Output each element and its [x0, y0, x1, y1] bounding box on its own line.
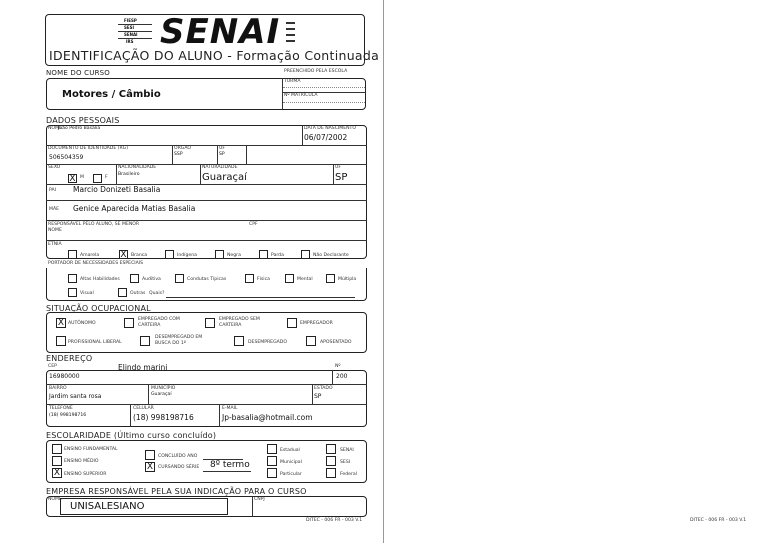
- cep-label: CEP: [48, 364, 57, 369]
- occ-profissional-liberal-checkbox[interactable]: [56, 336, 66, 346]
- form-code: DITEC - 006 FR - 003 V.1: [306, 518, 363, 523]
- course-divider: [282, 78, 283, 110]
- occ-aposentado-label: APOSENTADO: [320, 340, 352, 345]
- occ-desempregado-busca-label: DESEMPREGADO EM BUSCA DO 1º: [155, 335, 203, 346]
- senai-logo: SENAI: [160, 12, 281, 52]
- particular-label: Particular: [280, 472, 302, 477]
- nec-quais-field[interactable]: [166, 297, 355, 298]
- federal-label: Federal: [340, 472, 357, 477]
- orgao-value[interactable]: SSP: [174, 152, 183, 157]
- naturalidade-value[interactable]: Guaraçaí: [202, 172, 247, 183]
- naturalidade-label: NATURALIDADE: [202, 165, 238, 170]
- matricula-field[interactable]: [283, 102, 365, 104]
- pai-label: PAI: [49, 188, 56, 193]
- estado-divider: [312, 384, 313, 404]
- logo-rule: [118, 38, 152, 39]
- ensino-medio-checkbox[interactable]: [52, 456, 62, 466]
- cep-value[interactable]: 16980000: [49, 373, 80, 380]
- occ-desempregado-busca-checkbox[interactable]: [140, 336, 150, 346]
- logo-line-2: SESI: [124, 25, 134, 30]
- occ-desempregado-label: DESEMPREGADO: [248, 340, 287, 345]
- course-name[interactable]: Motores / Câmbio: [62, 89, 161, 100]
- etnia-indigena-label: Indígena: [177, 253, 197, 258]
- nac-divider: [116, 164, 117, 184]
- email-label: E-MAIL: [222, 406, 238, 411]
- schooling-section-label: ESCOLARIDADE (Último curso concluído): [46, 431, 217, 440]
- birth-divider: [302, 125, 303, 145]
- etnia-amarela-label: Amarela: [80, 253, 100, 258]
- etnia-label: ETNIA: [48, 242, 62, 247]
- uf2-label: UF: [335, 165, 342, 170]
- occ-empregado-sem-carteira-checkbox[interactable]: [205, 318, 215, 328]
- sexo-f-label: F: [105, 175, 108, 180]
- logo-line-4: IRS: [126, 39, 134, 44]
- rg-value[interactable]: 506504359: [49, 154, 84, 161]
- responsavel-nome-label: NOME: [48, 228, 62, 233]
- form-code-right-page: DITEC - 006 FR - 003 V.1: [690, 518, 747, 523]
- cpf-label: CPF: [249, 222, 258, 227]
- telefone-label: TELEFONE: [49, 406, 73, 411]
- municipal-checkbox[interactable]: [267, 456, 277, 466]
- logo-line-3: SENAI: [124, 32, 138, 37]
- serie-field[interactable]: [203, 471, 251, 472]
- cnpj-label: CNPJ: [254, 497, 265, 502]
- row-divider: [46, 220, 367, 221]
- celular-value[interactable]: (18) 998198716: [133, 413, 194, 422]
- senai-checkbox[interactable]: [326, 444, 336, 454]
- ensino-superior-label: ENSINO SUPERIOR: [64, 472, 107, 477]
- school-filled-label: PREENCHIDO PELA ESCOLA: [284, 69, 348, 74]
- occ-empregador-checkbox[interactable]: [287, 318, 297, 328]
- ensino-fundamental-label: ENSINO FUNDAMENTAL: [64, 447, 118, 452]
- nec-multipla-label: Múltipla: [338, 277, 357, 282]
- ensino-medio-label: ENSINO MÉDIO: [64, 459, 99, 464]
- etnia-amarela-checkbox[interactable]: [68, 250, 77, 259]
- nec-auditiva-label: Auditiva: [142, 277, 161, 282]
- nome-value[interactable]: João Pedro Basalia: [58, 126, 101, 131]
- telefone-value[interactable]: (18) 998198716: [49, 413, 87, 418]
- sesi-checkbox[interactable]: [326, 456, 336, 466]
- orgao-label: ÓRGÃO: [174, 146, 192, 151]
- mae-value[interactable]: Genice Aparecida Matias Basalia: [73, 204, 196, 213]
- occ-profissional-liberal-label: PROFISSIONAL LIBERAL: [68, 340, 122, 345]
- nat-divider: [200, 164, 201, 184]
- cnpj-divider: [252, 496, 253, 517]
- nacionalidade-value[interactable]: Brasileiro: [118, 172, 140, 177]
- company-nome-label: NOME: [48, 497, 62, 502]
- rg-label: DOCUMENTO DE IDENTIDADE (RG): [48, 146, 129, 151]
- num-label: Nº: [335, 364, 341, 369]
- cursando-label: CURSANDO SÉRIE: [158, 465, 200, 470]
- logo-stripe: [286, 40, 295, 42]
- nec-altas-habilidades-checkbox[interactable]: [68, 274, 77, 283]
- nec-fisica-checkbox[interactable]: [245, 274, 254, 283]
- uf2-divider: [333, 164, 334, 184]
- etnia-branca-label: Branca: [131, 253, 148, 258]
- birth-value[interactable]: 06/07/2002: [304, 133, 348, 142]
- celular-label: CELULAR: [133, 406, 154, 411]
- row-divider: [46, 404, 367, 405]
- senai-label: SENAI: [340, 448, 354, 453]
- company-section-label: EMPRESA RESPONSÁVEL PELA SUA INDICAÇÃO PARA O CURSO: [46, 487, 307, 496]
- celular-divider: [130, 404, 131, 427]
- nec-condutas-tipicas-label: Condutas Típicas: [187, 277, 227, 282]
- num-divider: [332, 370, 333, 384]
- occ-empregador-label: EMPREGADOR: [300, 321, 333, 326]
- bairro-value[interactable]: Jardim santa rosa: [49, 393, 102, 400]
- logo-stripe: [286, 22, 295, 24]
- occ-desempregado-checkbox[interactable]: [234, 336, 244, 346]
- nec-outras-checkbox[interactable]: [118, 288, 127, 297]
- matricula-label: Nº MATRÍCULA: [284, 93, 318, 98]
- necessidades-label: PORTADOR DE NECESSIDADES ESPECIAIS: [48, 261, 144, 266]
- nec-outras-label: Outras: [130, 291, 146, 296]
- concluido-checkbox[interactable]: [145, 450, 155, 460]
- serie-value[interactable]: 8º termo: [210, 460, 250, 470]
- orgao-divider: [172, 145, 173, 164]
- nacionalidade-label: NACIONALIDADE: [118, 165, 157, 170]
- concluido-label: CONCLUÍDO ANO: [158, 454, 198, 459]
- logo-stripe: [286, 28, 295, 30]
- occ-empregado-com-carteira-label: EMPREGADO COM CARTEIRA: [138, 317, 180, 328]
- occupation-section-label: SITUAÇÃO OCUPACIONAL: [46, 304, 151, 313]
- federal-checkbox[interactable]: [326, 468, 336, 478]
- turma-field[interactable]: [283, 87, 365, 89]
- uf-divider: [217, 145, 218, 164]
- sexo-m-checkbox[interactable]: X: [69, 174, 76, 184]
- occ-empregado-sem-carteira-label: EMPREGADO SEM CARTEIRA: [219, 317, 260, 328]
- municipio-value[interactable]: Guaraçaí: [151, 392, 172, 397]
- uf-divider-right: [246, 145, 247, 164]
- pai-value[interactable]: Marcio Donizeti Basalia: [73, 185, 161, 194]
- municipal-label: Municipal: [280, 460, 302, 465]
- nec-quais-label: Quais?: [149, 291, 165, 296]
- nec-visual-label: Visual: [80, 291, 94, 296]
- company-nome-value[interactable]: UNISALESIANO: [70, 501, 145, 512]
- occ-autonomo-checkbox[interactable]: X: [57, 318, 65, 328]
- nec-visual-checkbox[interactable]: [68, 288, 77, 297]
- row-divider: [46, 384, 367, 385]
- page-divider: [383, 0, 384, 543]
- etnia-nao-declarante-label: Não Declarante: [313, 253, 349, 258]
- logo-line-1: FIESP: [124, 18, 137, 23]
- email-divider: [219, 404, 220, 427]
- nec-mental-label: Mental: [297, 277, 313, 282]
- particular-checkbox[interactable]: [267, 468, 277, 478]
- mae-label: MÃE: [49, 207, 60, 212]
- uf-value[interactable]: SP: [219, 152, 225, 157]
- nec-altas-habilidades-label: Altas Habilidades: [80, 277, 120, 282]
- uf2-value[interactable]: SP: [335, 172, 348, 183]
- row-divider: [46, 240, 367, 241]
- occ-empregado-com-carteira-checkbox[interactable]: [124, 318, 134, 328]
- ensino-fundamental-checkbox[interactable]: [52, 444, 62, 454]
- address-section-label: ENDEREÇO: [46, 354, 93, 363]
- sexo-m-label: M: [80, 175, 84, 180]
- municipio-label: MUNICÍPIO: [151, 386, 176, 391]
- etnia-negra-checkbox[interactable]: [215, 250, 224, 259]
- occ-aposentado-checkbox[interactable]: [306, 336, 316, 346]
- etnia-parda-label: Parda: [271, 253, 284, 258]
- estadual-checkbox[interactable]: [267, 444, 277, 454]
- row-divider: [46, 200, 367, 201]
- estado-value[interactable]: SP: [314, 393, 322, 400]
- sexo-f-checkbox[interactable]: [93, 174, 102, 183]
- nec-auditiva-checkbox[interactable]: [130, 274, 139, 283]
- etnia-nao-declarante-checkbox[interactable]: [301, 250, 310, 259]
- occ-autonomo-label: AUTÔNOMO: [68, 321, 96, 326]
- responsavel-label: RESPONSÁVEL PELO ALUNO, SE MENOR: [48, 222, 140, 227]
- birth-label: DATA DE NASCIMENTO: [304, 126, 356, 131]
- nome-label: NOME: [48, 126, 62, 131]
- etnia-negra-label: Negra: [227, 253, 241, 258]
- estado-label: ESTADO: [314, 386, 333, 391]
- nec-multipla-checkbox[interactable]: [326, 274, 335, 283]
- course-section-label: NOME DO CURSO: [46, 69, 110, 77]
- sesi-label: SESI: [340, 460, 351, 465]
- etnia-branca-checkbox[interactable]: X: [120, 250, 127, 260]
- bairro-label: BAIRRO: [49, 386, 67, 391]
- uf-label: UF: [219, 146, 226, 151]
- etnia-indigena-checkbox[interactable]: [165, 250, 174, 259]
- personal-section-label: DADOS PESSOAIS: [46, 116, 120, 125]
- street-value[interactable]: Elindo marini: [118, 363, 168, 372]
- nec-condutas-tipicas-checkbox[interactable]: [175, 274, 184, 283]
- ensino-superior-checkbox[interactable]: X: [53, 468, 61, 478]
- cursando-checkbox[interactable]: X: [146, 462, 154, 472]
- municipio-divider: [148, 384, 149, 404]
- turma-label: TURMA: [284, 79, 301, 84]
- email-value[interactable]: Jp-basalia@hotmail.com: [222, 413, 313, 422]
- etnia-parda-checkbox[interactable]: [259, 250, 268, 259]
- logo-stripe: [286, 34, 295, 36]
- nec-fisica-label: Física: [257, 277, 270, 282]
- nec-mental-checkbox[interactable]: [285, 274, 294, 283]
- form-title: IDENTIFICAÇÃO DO ALUNO - Formação Continuada: [49, 48, 380, 63]
- num-value[interactable]: 200: [336, 373, 348, 380]
- sexo-label: SEXO: [48, 165, 61, 170]
- estadual-label: Estadual: [280, 448, 300, 453]
